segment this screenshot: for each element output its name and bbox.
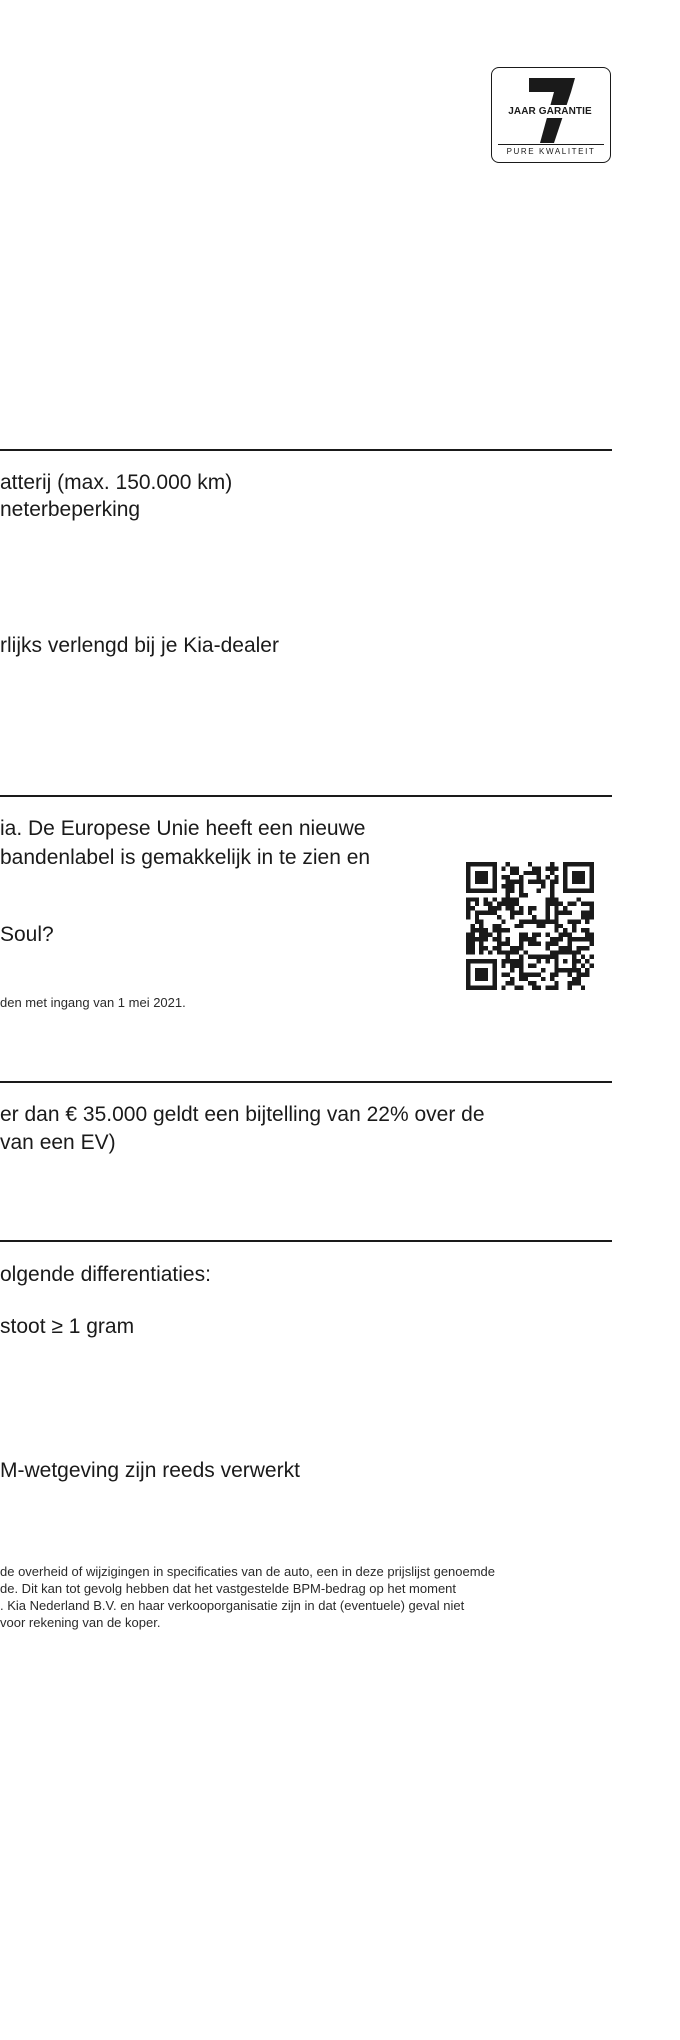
section-divider-tyre-label: [0, 795, 612, 797]
section-divider-bpm: [0, 1240, 612, 1242]
bpm-disclaimer-line-4: voor rekening van de koper.: [0, 1615, 161, 1630]
badge-title: JAAR GARANTIE: [500, 105, 600, 118]
bpm-text-line-3: M-wetgeving zijn reeds verwerkt: [0, 1459, 300, 1482]
qr-code-icon: [466, 862, 594, 990]
bpm-text-line-1: olgende differentiaties:: [0, 1263, 211, 1286]
tyre-label-text-line-2: bandenlabel is gemakkelijk in te zien en: [0, 846, 371, 869]
bijtelling-text-line-2: van een EV): [0, 1131, 116, 1154]
tyre-label-text-line-3: Soul?: [0, 923, 54, 946]
bpm-text-line-2: stoot ≥ 1 gram: [0, 1315, 135, 1338]
section-divider-warranty: [0, 449, 612, 451]
section-divider-bijtelling: [0, 1081, 612, 1083]
bijtelling-text-line-1: er dan € 35.000 geldt een bijtelling van 22% over de: [0, 1103, 485, 1126]
bpm-disclaimer-line-1: de overheid of wijzigingen in specificaties van de auto, een in deze prijslijst genoemde: [0, 1564, 496, 1579]
warranty-badge: [491, 67, 611, 163]
badge-subtitle: PURE KWALITEIT: [506, 147, 596, 156]
tyre-label-text-line-1: ia. De Europese Unie heeft een nieuwe: [0, 817, 366, 840]
bpm-disclaimer-line-3: . Kia Nederland B.V. en haar verkooporganisatie zijn in dat (eventuele) geval niet: [0, 1598, 465, 1613]
bpm-disclaimer-line-2: de. Dit kan tot gevolg hebben dat het vastgestelde BPM-bedrag op het moment: [0, 1581, 457, 1596]
warranty-text-line-3: rlijks verlengd bij je Kia-dealer: [0, 634, 279, 657]
badge-divider: [498, 144, 604, 145]
warranty-text-line-2: neterbeperking: [0, 498, 141, 521]
warranty-text-line-1: atterij (max. 150.000 km): [0, 471, 233, 494]
tyre-label-footnote: den met ingang van 1 mei 2021.: [0, 995, 186, 1010]
